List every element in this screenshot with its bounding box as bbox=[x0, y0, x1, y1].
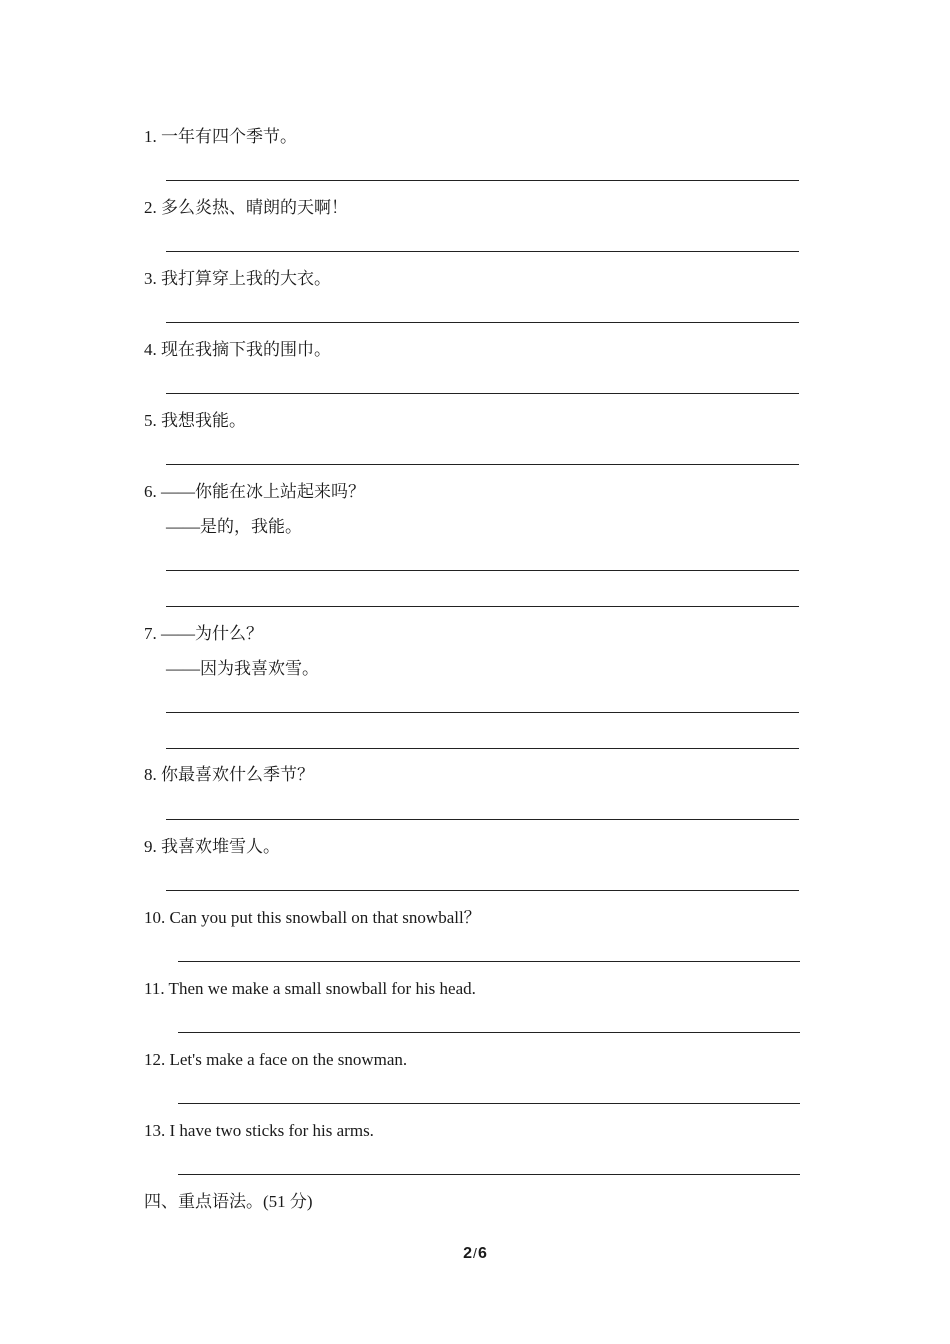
question-5: 5. 我想我能。 bbox=[144, 411, 246, 430]
answer-line-7a[interactable] bbox=[166, 712, 799, 713]
answer-line-11[interactable] bbox=[178, 1032, 800, 1033]
answer-line-13[interactable] bbox=[178, 1174, 800, 1175]
answer-line-6a[interactable] bbox=[166, 570, 799, 571]
answer-line-3[interactable] bbox=[166, 322, 799, 323]
page-number bbox=[0, 1243, 950, 1264]
current-page: 2 bbox=[463, 1245, 473, 1262]
answer-line-9[interactable] bbox=[166, 890, 799, 891]
question-2: 2. 多么炎热、晴朗的天啊！ bbox=[144, 198, 348, 217]
answer-line-6b[interactable] bbox=[166, 606, 799, 607]
answer-line-10[interactable] bbox=[178, 961, 800, 962]
answer-line-12[interactable] bbox=[178, 1103, 800, 1104]
question-3: 3. 我打算穿上我的大衣。 bbox=[144, 269, 331, 288]
answer-line-8[interactable] bbox=[166, 819, 799, 820]
answer-line-7b[interactable] bbox=[166, 748, 799, 749]
question-10: 10. Can you put this snowball on that snowball？ bbox=[144, 908, 481, 927]
question-13: 13. I have two sticks for his arms. bbox=[144, 1121, 374, 1140]
answer-line-5[interactable] bbox=[166, 464, 799, 465]
total-pages: 6 bbox=[477, 1245, 487, 1262]
answer-line-1[interactable] bbox=[166, 180, 799, 181]
question-6: 6. ——你能在冰上站起来吗？ bbox=[144, 482, 365, 501]
answer-line-4[interactable] bbox=[166, 393, 799, 394]
page-separator: / bbox=[473, 1245, 477, 1261]
question-1: 1. 一年有四个季节。 bbox=[144, 127, 297, 146]
question-6-reply: ——是的，我能。 bbox=[166, 517, 302, 536]
question-8: 8. 你最喜欢什么季节？ bbox=[144, 765, 314, 784]
section-heading: 四、重点语法。(51 分) bbox=[144, 1192, 313, 1211]
question-4: 4. 现在我摘下我的围巾。 bbox=[144, 340, 331, 359]
question-12: 12. Let's make a face on the snowman. bbox=[144, 1050, 408, 1069]
question-7: 7. ——为什么？ bbox=[144, 624, 263, 643]
answer-line-2[interactable] bbox=[166, 251, 799, 252]
question-11: 11. Then we make a small snowball for his head. bbox=[144, 979, 476, 998]
question-7-reply: ——因为我喜欢雪。 bbox=[166, 659, 319, 678]
question-9: 9. 我喜欢堆雪人。 bbox=[144, 837, 280, 856]
